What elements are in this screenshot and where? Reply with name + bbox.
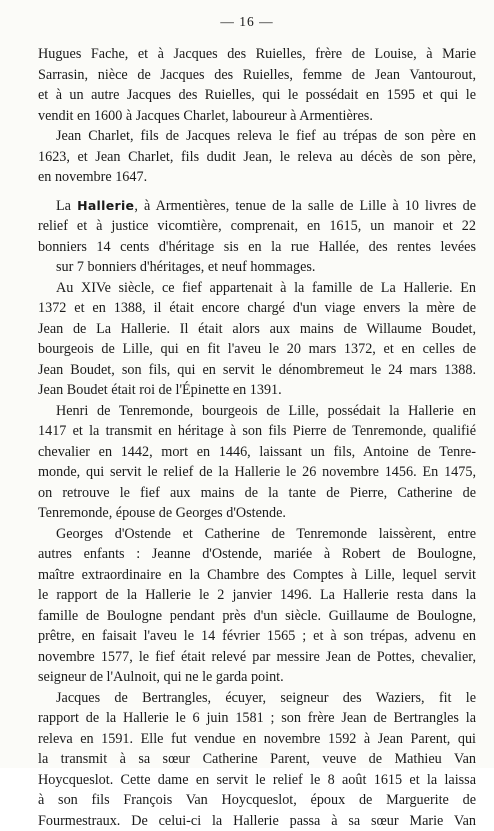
text-line: à son fils François Van Hoycqueslot, époux de Marguerite de	[38, 790, 476, 811]
text-line: la transmit à sa sœur Catherine Parent, veuve de Mathieu Van	[38, 749, 476, 770]
text-line: Au XIVe siècle, ce fief appartenait à la famille de La Hallerie. En	[38, 278, 476, 299]
text-line: Fourmestraux. De celui-ci la Hallerie passa à sa sœur Marie Van	[38, 811, 476, 831]
line-suffix: , à Armentières, tenue de la salle de Lille à 10 livres de	[134, 198, 476, 214]
text-line: bourgeois de Lille, qui en fit l'aveu le 20 mars 1372, et en celles de	[38, 339, 476, 360]
text-line: famille de Boulogne pendant près d'un siècle. Guillaume de Boulogne,	[38, 606, 476, 627]
text-line: releva en 1591. Elle fut vendue en novembre 1592 à Jean Parent, qui	[38, 729, 476, 750]
text-line: Tenremonde, épouse de Georges d'Ostende.	[38, 503, 476, 524]
text-line: prêtre, en faisait l'aveu le 14 février 1565 ; et à son trépas, advenu en	[38, 626, 476, 647]
lead-word-hallerie: Hallerie	[77, 198, 134, 213]
text-line: Sarrasin, nièce de Jacques des Ruielles, femme de Jean Vantourout,	[38, 65, 476, 86]
text-line: rapport de la Hallerie le 6 juin 1581 ; son frère Jean de Bertrangles la	[38, 708, 476, 729]
text-line: 1417 et la transmit en héritage à son fils Pierre de Tenremonde, qualifié	[38, 421, 476, 442]
text-line: Hoycqueslot. Cette dame en servit le relief le 8 août 1615 et la laissa	[38, 770, 476, 791]
text-line: Georges d'Ostende et Catherine de Tenremonde laissèrent, entre	[38, 524, 476, 545]
text-line: 1623, et Jean Charlet, fils dudit Jean, le releva au décès de son père,	[38, 147, 476, 168]
text-line: le rapport de la Hallerie le 2 janvier 1496. La Hallerie resta dans la	[38, 585, 476, 606]
paragraph	[38, 278, 476, 401]
text-line: on retrouve le fief aux mains de la tante de Pierre, Catherine de	[38, 483, 476, 504]
text-line: en novembre 1647.	[38, 167, 476, 188]
line-prefix: La	[56, 198, 77, 214]
text-line: bonniers 14 cents d'héritage sis en la rue Hallée, des rentes levées	[38, 237, 476, 258]
text-line: seigneur de l'Aulnoit, qui ne le garda point.	[38, 667, 476, 688]
text-line: Jean Boudet était roi de l'Épinette en 1391.	[38, 380, 476, 401]
paragraph	[38, 126, 476, 188]
text-line: vendit en 1600 à Jacques Charlet, laboureur à Armentières.	[38, 106, 476, 127]
text-line: Jean Charlet, fils de Jacques releva le fief au trépas de son père en	[38, 126, 476, 147]
text-line: novembre 1577, le fief était relevé par messire Jean de Pottes, chevalier,	[38, 647, 476, 668]
text-line: Jean de La Hallerie. Il était alors aux mains de Willaume Boudet,	[38, 319, 476, 340]
text-line	[38, 196, 476, 217]
paragraph	[38, 401, 476, 524]
text-line: sur 7 bonniers d'héritages, et neuf hommages.	[38, 257, 476, 278]
text-line: Jean Boudet, son fils, qui en servit le dénombremeut le 24 mars 1388.	[38, 360, 476, 381]
text-line: Hugues Fache, et à Jacques des Ruielles, frère de Louise, à Marie	[38, 44, 476, 65]
text-line: relief et à justice vicomtière, comprenait, en 1615, un manoir et 22	[38, 216, 476, 237]
text-line: autres enfants : Jeanne d'Ostende, mariée à Robert de Boulogne,	[38, 544, 476, 565]
paragraph	[38, 196, 476, 278]
text-line: 1372 et en 1388, il était encore chargé d'un viage envers la mère de	[38, 298, 476, 319]
text-line: chevalier en 1442, mort en 1446, laissant un fils, Antoine de Tenre-	[38, 442, 476, 463]
page-number: — 16 —	[0, 14, 494, 30]
text-line: maître extraordinaire en la Chambre des Comptes à Lille, lequel servit	[38, 565, 476, 586]
document-body	[38, 44, 476, 831]
text-line: Henri de Tenremonde, bourgeois de Lille, possédait la Hallerie en	[38, 401, 476, 422]
text-line: Jacques de Bertrangles, écuyer, seigneur des Waziers, fit le	[38, 688, 476, 709]
paragraph	[38, 44, 476, 126]
text-line: et à un autre Jacques des Ruielles, qui le possédait en 1595 et qui le	[38, 85, 476, 106]
paragraph	[38, 688, 476, 831]
text-line: monde, qui servit le relief de la Hallerie le 26 novembre 1456. En 1475,	[38, 462, 476, 483]
paragraph	[38, 524, 476, 688]
